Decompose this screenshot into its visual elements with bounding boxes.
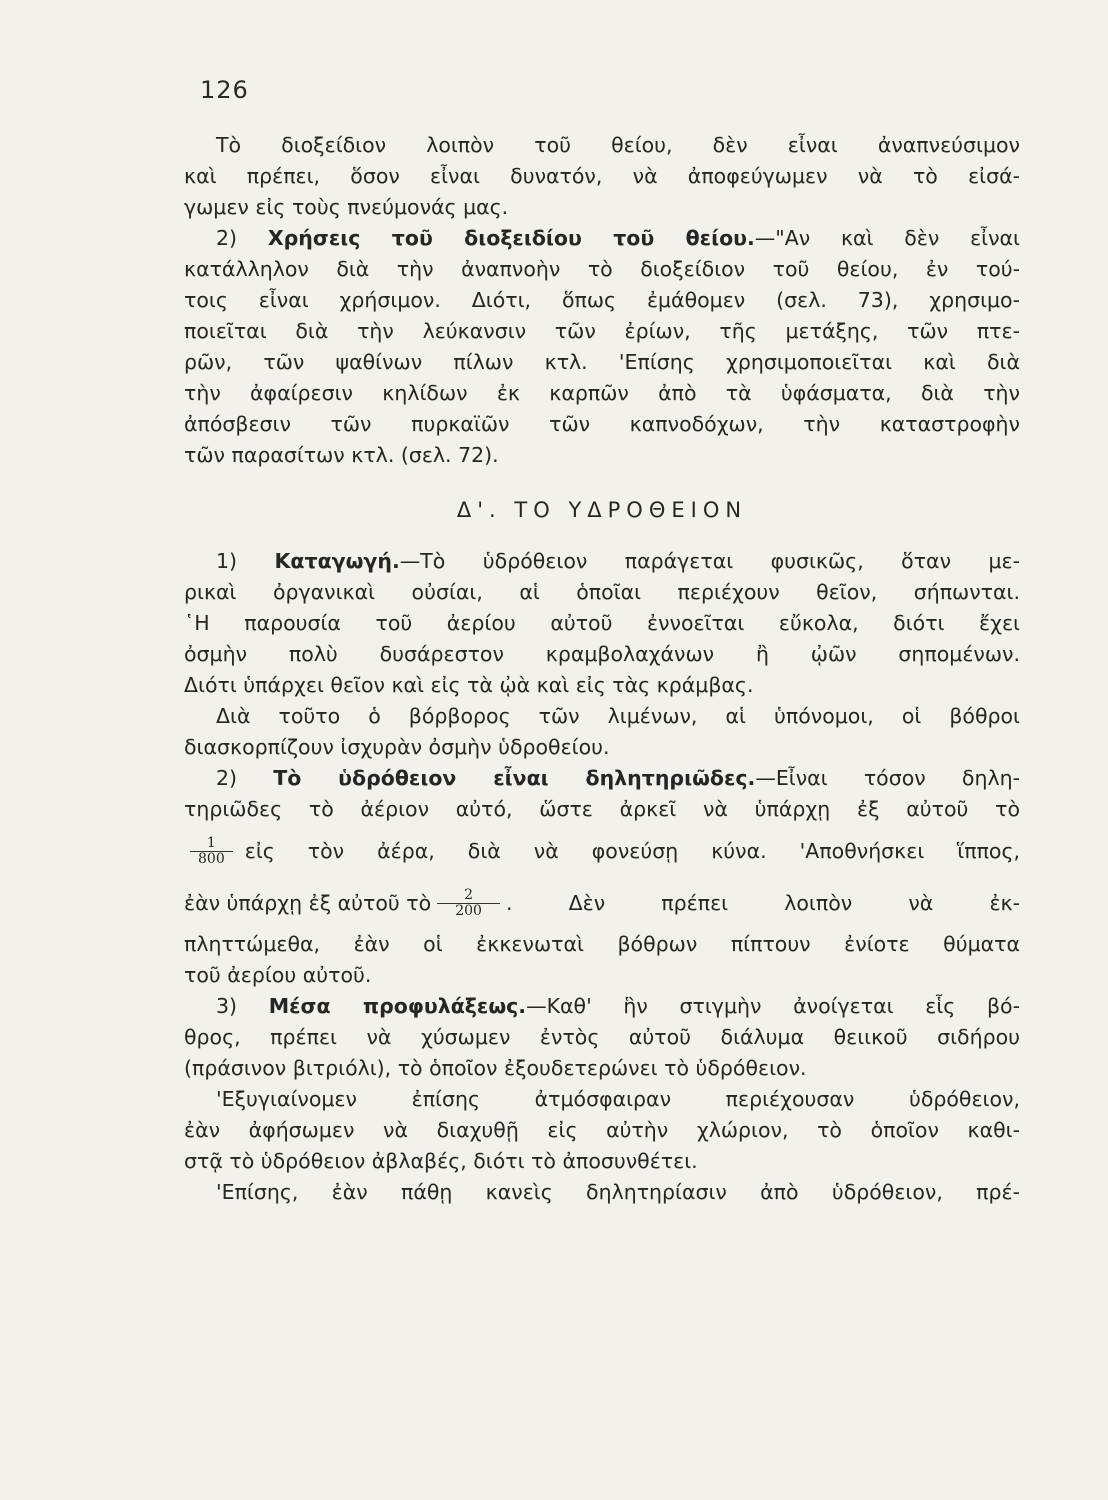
text-span: —Εἶναι τόσον δηλη- — [755, 766, 1020, 790]
text-line: διασκορπίζουν ἰσχυρὰν ὀσμὴν ὑδροθείου. — [184, 735, 610, 759]
text-line: 'Εξυγιαίνομεν ἐπίσης ἀτμόσφαιραν περιέχουσαν ὑδρόθειον, — [216, 1087, 1020, 1111]
section-line — [184, 223, 1020, 254]
text-line: 'Επίσης, ἐὰν πάθῃ κανεὶς δηλητηρίασιν ἀπὸ ὑδρόθειον, πρέ- — [216, 1180, 1020, 1204]
text-line: κατάλληλον διὰ τὴν ἀναπνοὴν τὸ διοξείδιον τοῦ θείου, ἐν τού- — [184, 257, 1020, 281]
text-line: Διότι ὑπάρχει θεῖον καὶ εἰς τὰ ᾠὰ καὶ εἰς τὰς κράμβας. — [184, 673, 754, 697]
section-number: 2) — [216, 766, 238, 790]
text-line: ὀσμὴν πολὺ δυσάρεστον κραμβολαχάνων ἢ ᾠῶν σηπομένων. — [184, 642, 1020, 666]
body-text — [184, 130, 1020, 1208]
section-title: Τὸ ὑδρόθειον εἶναι δηλητηριῶδες. — [273, 766, 756, 790]
text-line: (πράσινον βιτριόλι), τὸ ὁποῖον ἐξουδετερώνει τὸ ὑδρόθειον. — [184, 1056, 807, 1080]
fraction-line — [184, 825, 1020, 877]
section-title: Χρήσεις τοῦ διοξειδίου τοῦ θείου. — [267, 226, 755, 250]
section-line — [184, 991, 1020, 1022]
text-line: τοῦ ἀερίου αὐτοῦ. — [184, 963, 372, 987]
text-line: τηριῶδες τὸ ἀέριον αὐτό, ὥστε ἀρκεῖ νὰ ὑπάρχῃ ἐξ αὐτοῦ τὸ — [184, 797, 1020, 821]
fraction — [437, 888, 500, 919]
fraction-denominator: 200 — [437, 903, 500, 919]
fraction-numerator: 1 — [206, 834, 216, 851]
text-span: . Δὲν πρέπει λοιπὸν νὰ ἐκ- — [505, 890, 1020, 915]
text-span: ἐὰν ὑπάρχῃ ἐξ αὐτοῦ τὸ — [184, 890, 432, 915]
text-line: ἀπόσβεσιν τῶν πυρκαϊῶν τῶν καπνοδόχων, τὴν καταστροφὴν — [184, 412, 1020, 436]
page-number: 126 — [200, 76, 249, 104]
fraction — [190, 836, 233, 867]
section-title: Καταγωγή. — [274, 549, 400, 573]
text-line: Τὸ διοξείδιον λοιπὸν τοῦ θείου, δὲν εἶναι ἀναπνεύσιμον — [216, 133, 1020, 157]
fraction-denominator: 800 — [190, 851, 233, 867]
text-line: καὶ πρέπει, ὅσον εἶναι δυνατόν, νὰ ἀποφεύγωμεν νὰ τὸ εἰσά- — [184, 164, 1020, 188]
fraction-numerator: 2 — [464, 886, 474, 903]
text-line: ρῶν, τῶν ψαθίνων πίλων κτλ. 'Επίσης χρησιμοποιεῖται καὶ διὰ — [184, 350, 1020, 374]
text-line: Διὰ τοῦτο ὁ βόρβορος τῶν λιμένων, αἱ ὑπόνομοι, οἱ βόθροι — [216, 704, 1020, 728]
text-line: τὴν ἀφαίρεσιν κηλίδων ἐκ καρπῶν ἀπὸ τὰ ὑφάσματα, διὰ τὴν — [184, 381, 1020, 405]
text-span: —Τὸ ὑδρόθειον παράγεται φυσικῶς, ὅταν με- — [399, 549, 1020, 573]
text-line: θρος, πρέπει νὰ χύσωμεν ἐντὸς αὐτοῦ διάλυμα θειικοῦ σιδήρου — [184, 1025, 1020, 1049]
section-number: 3) — [216, 994, 238, 1018]
text-line: γωμεν εἰς τοὺς πνεύμονάς μας. — [184, 195, 509, 219]
text-line: πληττώμεθα, ἐὰν οἱ ἐκκενωταὶ βόθρων πίπτουν ἐνίοτε θύματα — [184, 932, 1020, 956]
section-number: 2) — [216, 226, 238, 250]
text-line: ποιεῖται διὰ τὴν λεύκανσιν τῶν ἐρίων, τῆς μετάξης, τῶν πτε- — [184, 319, 1020, 343]
text-line: τῶν παρασίτων κτλ. (σελ. 72). — [184, 443, 499, 467]
section-title: Μέσα προφυλάξεως. — [268, 994, 527, 1018]
text-line: τοις εἶναι χρήσιμον. Διότι, ὅπως ἐμάθομεν (σελ. 73), χρησιμο- — [184, 288, 1020, 312]
text-line: ῾Η παρουσία τοῦ ἀερίου αὐτοῦ ἐννοεῖται εὔκολα, διότι ἔχει — [184, 611, 1020, 635]
text-span: —Καθ' ἣν στιγμὴν ἀνοίγεται εἷς βό- — [526, 994, 1020, 1018]
text-line: ρικαὶ ὀργανικαὶ οὐσίαι, αἱ ὁποῖαι περιέχουν θεῖον, σήπωνται. — [184, 580, 1020, 604]
chapter-heading: Δ'. ΤΟ ΥΔΡΟΘΕΙΟΝ — [456, 498, 748, 522]
text-span: —"Αν καὶ δὲν εἶναι — [754, 226, 1020, 250]
text-line: ἐὰν ἀφήσωμεν νὰ διαχυθῇ εἰς αὐτὴν χλώριον, τὸ ὁποῖον καθι- — [184, 1118, 1020, 1142]
text-span: εἰς τὸν ἀέρα, διὰ νὰ φονεύσῃ κύνα. 'Αποθνήσκει ἵππος, — [244, 838, 1020, 863]
section-line — [184, 763, 1020, 794]
text-line: στᾷ τὸ ὑδρόθειον ἀβλαβές, διότι τὸ ἀποσυνθέτει. — [184, 1149, 698, 1173]
section-number: 1) — [216, 549, 238, 573]
section-line — [184, 546, 1020, 577]
fraction-line — [184, 877, 1020, 929]
